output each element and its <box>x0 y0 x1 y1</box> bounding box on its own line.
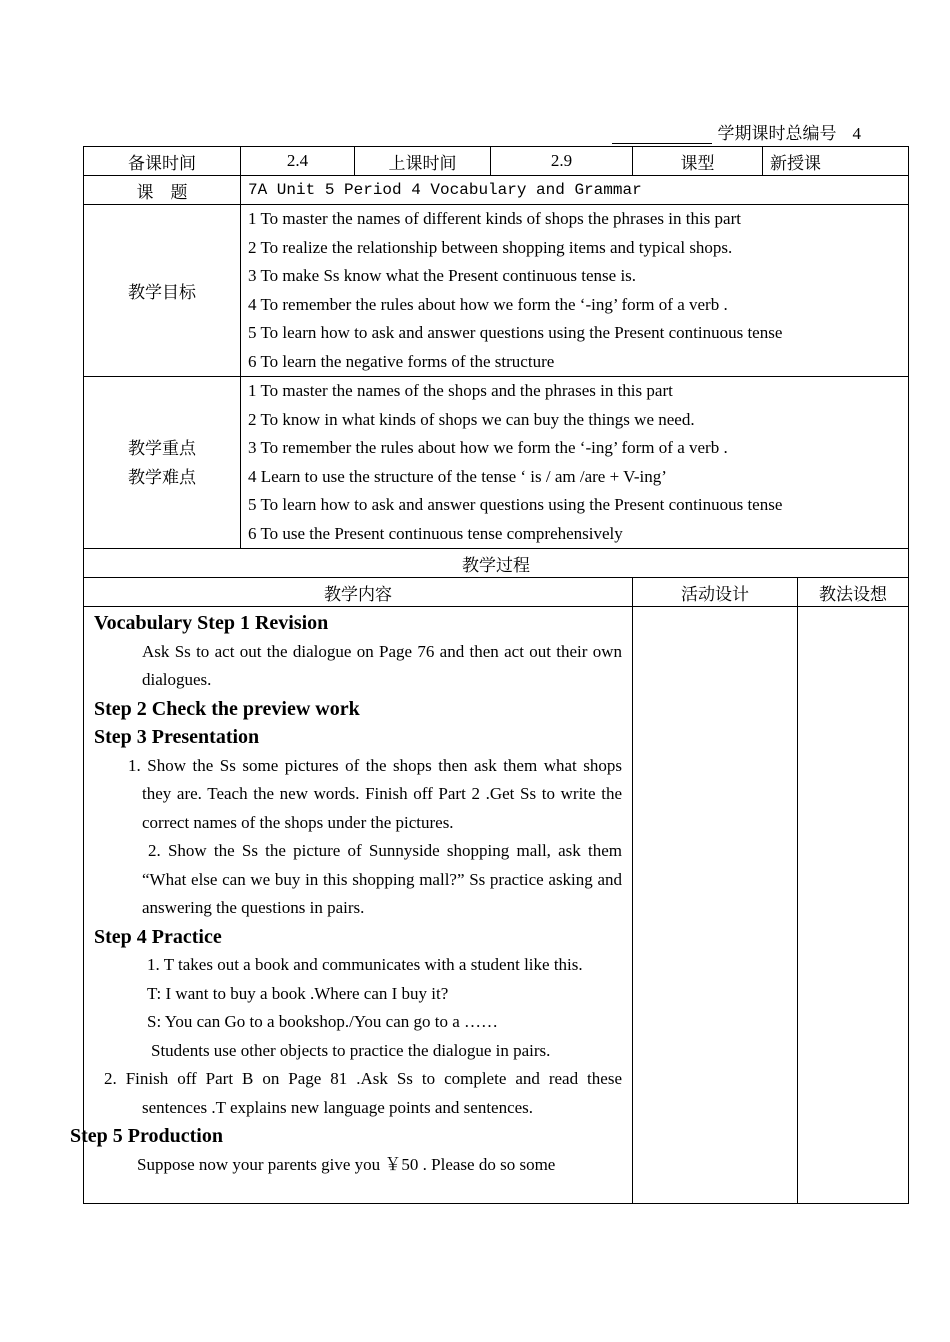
key-points-list <box>241 377 909 549</box>
step3-item-1: 1. Show the Ss some pictures of the shops then ask them what shops they are. Teach the new words. Finish off Part 2 .Get Ss to write the correct names of the shops under the pictures. <box>128 755 622 832</box>
teaching-content-cell <box>70 607 633 1204</box>
column-content-header: 教学内容 <box>84 578 633 607</box>
serial-label: 学期课时总编号 <box>717 124 837 143</box>
step3-heading: Step 3 Presentation <box>94 726 260 748</box>
step4-item-1: 1. T takes out a book and communicates with a student like this. <box>147 955 583 974</box>
prep-time-label: 备课时间 <box>84 147 241 176</box>
key-points-label-1: 教学重点 <box>128 438 196 458</box>
step4-heading: Step 4 Practice <box>94 925 222 948</box>
prep-time-value: 2.4 <box>241 147 355 176</box>
objective-item: 4 To remember the rules about how we form the ‘-ing’ form of a verb . <box>248 294 728 314</box>
column-activity-header: 活动设计 <box>633 578 798 607</box>
step5-heading: Step 5 Production <box>70 1125 223 1147</box>
key-points-label-2: 教学难点 <box>128 467 196 487</box>
objective-item: 3 To make Ss know what the Present continuous tense is. <box>248 266 637 285</box>
step5-text: Suppose now your parents give you ￥50 . Please do so some <box>137 1154 556 1174</box>
objective-item: 5 To learn how to ask and answer questions using the Present continuous tense <box>248 323 783 342</box>
step4-student-line: S: You can Go to a bookshop./You can go to a …… <box>147 1012 499 1031</box>
teaching-method-cell <box>798 607 909 1204</box>
key-point-item: 5 To learn how to ask and answer questions using the Present continuous tense <box>248 495 783 514</box>
key-point-item: 3 To remember the rules about how we form the ‘-ing’ form of a verb . <box>248 438 728 457</box>
serial-value: 4 <box>852 124 861 143</box>
key-point-item: 2 To know in what kinds of shops we can buy the things we need. <box>248 409 695 429</box>
lesson-type-label: 课型 <box>633 147 763 176</box>
lesson-plan-table <box>70 146 909 1204</box>
key-points-label <box>84 377 241 549</box>
serial-underline <box>612 143 712 144</box>
objective-item: 1 To master the names of different kinds of shops the phrases in this part <box>248 209 741 228</box>
process-title: 教学过程 <box>84 549 909 578</box>
objectives-label: 教学目标 <box>84 205 241 377</box>
step4-pair-practice: Students use other objects to practice the dialogue in pairs. <box>151 1040 551 1060</box>
step4-teacher-line: T: I want to buy a book .Where can I buy it? <box>147 983 449 1003</box>
step2-heading: Step 2 Check the preview work <box>94 697 360 720</box>
key-point-item: 4 Learn to use the structure of the tense ‘ is / am /are + V-ing’ <box>248 466 667 486</box>
objective-item: 2 To realize the relationship between shopping items and typical shops. <box>248 237 733 257</box>
key-point-item: 1 To master the names of the shops and the phrases in this part <box>248 381 673 400</box>
activity-design-cell <box>633 607 798 1204</box>
step1-text: Ask Ss to act out the dialogue on Page 76 and then act out their own dialogues. <box>142 641 622 689</box>
key-point-item: 6 To use the Present continuous tense comprehensively <box>248 523 623 543</box>
lesson-type-value: 新授课 <box>763 147 909 176</box>
topic-value: 7A Unit 5 Period 4 Vocabulary and Grammar <box>241 176 909 205</box>
lesson-serial <box>612 119 862 144</box>
step1-heading: Vocabulary Step 1 Revision <box>94 612 329 634</box>
class-time-value: 2.9 <box>491 147 633 176</box>
objective-item: 6 To learn the negative forms of the structure <box>248 351 555 371</box>
column-method-header: 教法设想 <box>798 578 909 607</box>
objectives-list <box>241 205 909 377</box>
step3-item-2: 2. Show the Ss the picture of Sunnyside shopping mall, ask them “What else can we buy in this shopping mall?” Ss practice asking and answering the questions in pairs. <box>142 841 622 917</box>
topic-label: 课 题 <box>84 176 241 205</box>
step4-item-2: 2. Finish off Part B on Page 81 .Ask Ss to complete and read these sentences .T explains new language points and sentences. <box>104 1069 622 1117</box>
class-time-label: 上课时间 <box>355 147 491 176</box>
